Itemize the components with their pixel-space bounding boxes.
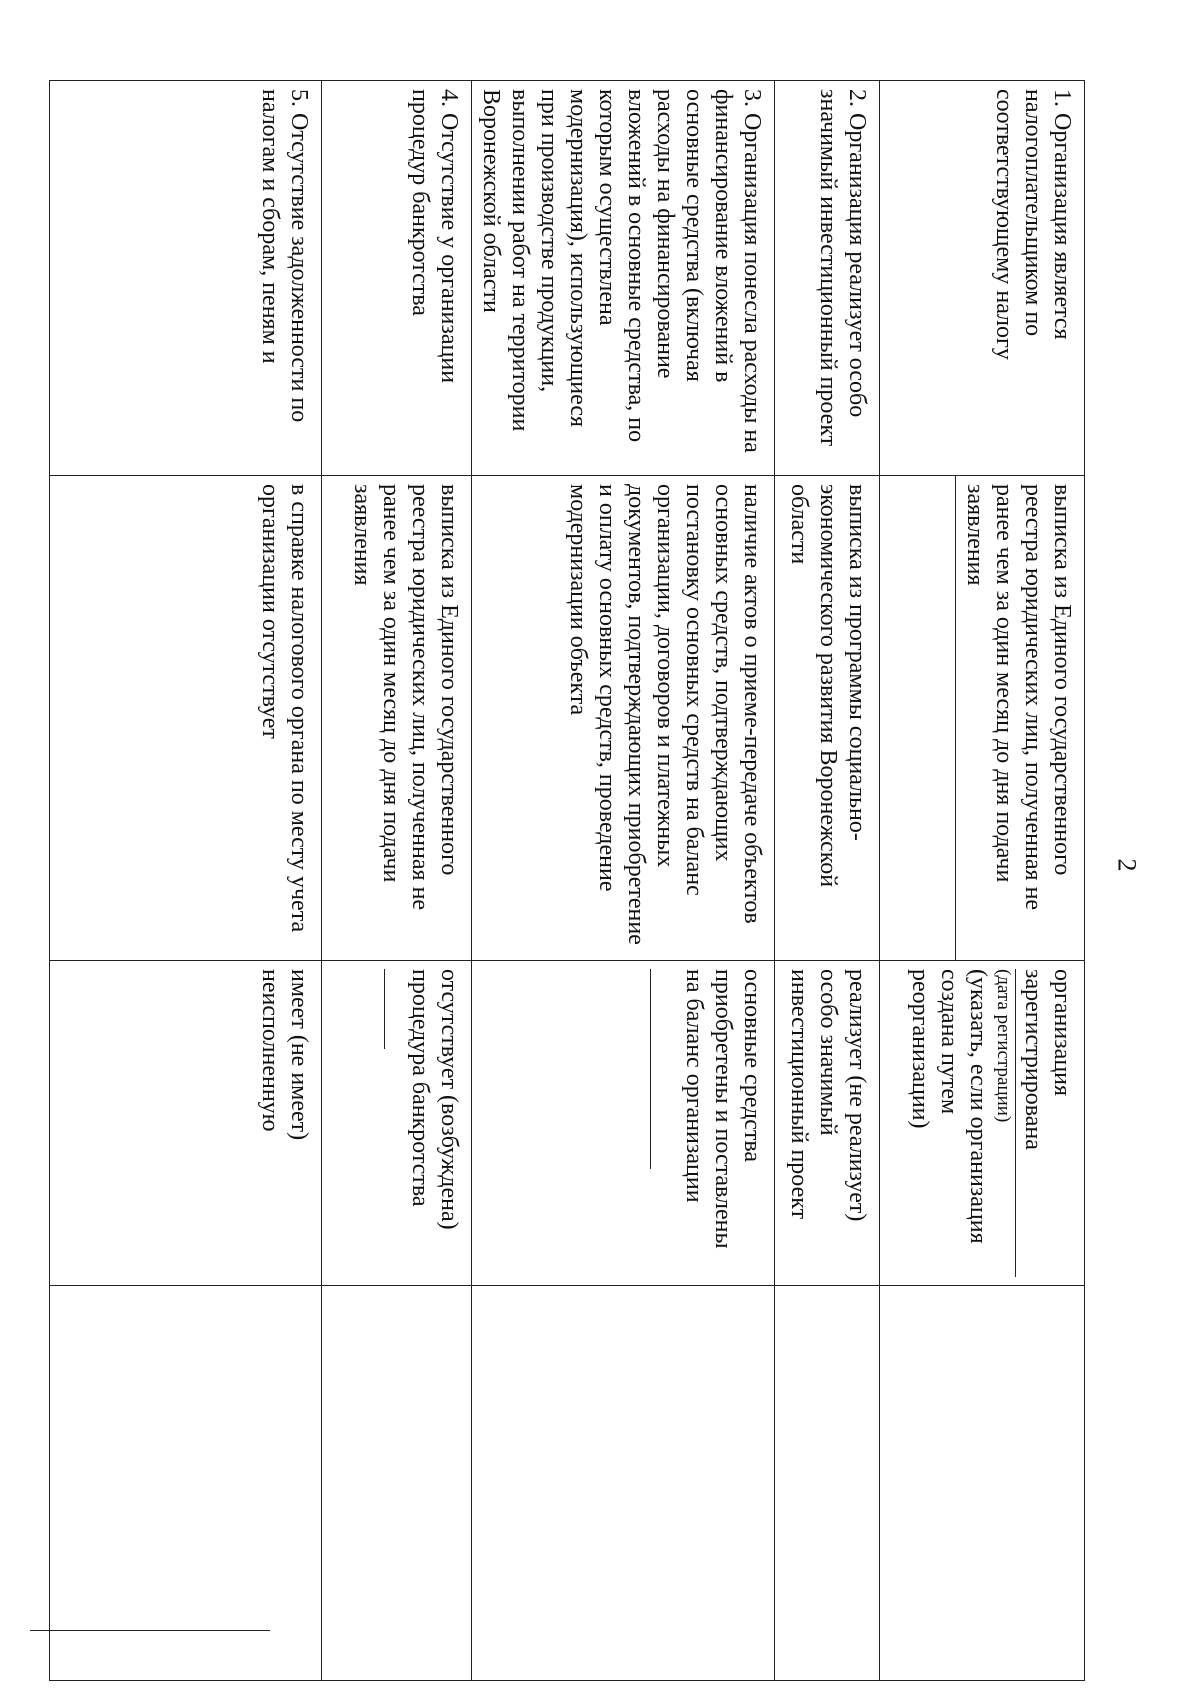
criterion-cell: 5. Отсутствие задолженности по налогам и сборам, пеням и xyxy=(50,81,322,476)
page-number: 2 xyxy=(1112,858,1142,872)
document-cell: выписка из программы социально-экономического развития Воронежской области xyxy=(775,476,880,961)
rotated-page-content xyxy=(75,80,1085,1680)
empty-cell xyxy=(50,1286,322,1681)
document-cell: выписка из Единого государственного реестра юридических лиц, полученная не ранее чем за один месяц до дня подачи заявления xyxy=(956,476,1085,961)
blank-line xyxy=(384,969,405,1049)
table-row xyxy=(956,81,1085,1681)
criterion-cell: 1. Организация является налогоплательщиком по соответствующему налогу xyxy=(880,81,1085,476)
status-cell: отсутствует (возбуждена) процедура банкротства xyxy=(322,961,472,1286)
document-cell: наличие актов о приеме-передаче объектов основных средств, подтверждающих постановку основных средств на баланс организации, договоров и платежных документов, подтверждающих приобретение и оплату основных средств, проведение модернизации объекта xyxy=(472,476,775,961)
table-row xyxy=(472,81,775,1681)
criterion-cell: 2. Организация реализует особо значимый инвестиционный проект xyxy=(775,81,880,476)
criterion-cell: 4. Отсутствие у организации процедур банкротства xyxy=(322,81,472,476)
document-cell: в справке налогового органа по месту учета организации отсутствует xyxy=(50,476,322,961)
footnote-divider xyxy=(30,1630,270,1631)
status-cell: основные средства приобретены и поставлены на баланс организации xyxy=(472,961,775,1286)
registration-date-label: (дата регистрации) xyxy=(992,969,1016,1277)
status-cell: имеет (не имеет) неисполненную xyxy=(50,961,322,1286)
criteria-table xyxy=(49,80,1085,1681)
table-row xyxy=(322,81,472,1681)
table-row xyxy=(50,81,322,1681)
criterion-cell: 3. Организация понесла расходы на финансирование вложений в основные средства (включая расходы на финансирование вложений в основные средства, по которым осуществлена модернизация), использующиеся при производстве продукции, выполнении работ на территории Воронежской области xyxy=(472,81,775,476)
empty-cell xyxy=(322,1286,472,1681)
empty-cell xyxy=(880,1286,1085,1681)
table-row xyxy=(775,81,880,1681)
signature-blank-line xyxy=(650,969,671,1169)
empty-cell xyxy=(472,1286,775,1681)
status-cell: реализует (не реализует) особо значимый инвестиционный проект xyxy=(775,961,880,1286)
document-cell: выписка из Единого государственного реестра юридических лиц, полученная не ранее чем за один месяц до дня подачи заявления xyxy=(322,476,472,961)
status-cell: организация зарегистрирована (дата регистрации) (указать, если организация создана путем реорганизации) xyxy=(880,961,1085,1286)
empty-cell xyxy=(775,1286,880,1681)
empty-cell xyxy=(880,476,956,961)
